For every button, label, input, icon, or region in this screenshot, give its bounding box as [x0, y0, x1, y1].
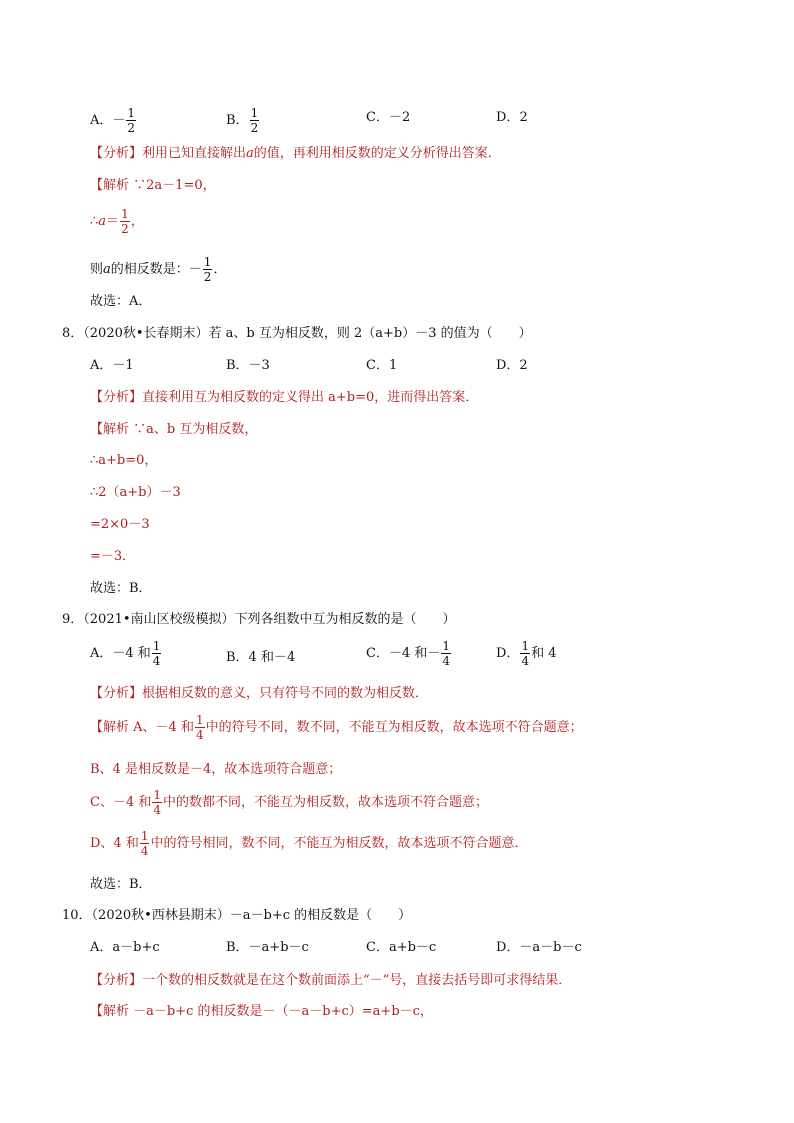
q10-option-d[interactable]: D．－a－b－c: [496, 940, 582, 955]
q9-solution-c: C、－4 和 $\frac{1}{4}$ 中的数都不同，不能互为相反数，故本选项不符合题意；: [90, 788, 489, 817]
q7-solution-step: ∴a＝ $\frac{1}{2}$ ，: [90, 207, 144, 236]
q8-step: =2×0－3: [90, 517, 150, 532]
fraction: $\frac{1}{4}$: [140, 829, 149, 858]
q7-option-b[interactable]: B． $\frac{1}{2}$: [226, 106, 259, 135]
q8-answer: 故选：B．: [90, 581, 152, 596]
q7-option-a[interactable]: A．－ $\frac{1}{2}$: [90, 106, 136, 135]
q8-option-c[interactable]: C．1: [366, 358, 398, 373]
q10-option-c[interactable]: C．a+b－c: [366, 940, 437, 955]
fraction: $\frac{1}{2}$: [121, 207, 129, 236]
q8-step: ∴a+b=0，: [90, 453, 158, 468]
q9-stem: 9．（2021•南山区校级模拟）下列各组数中互为相反数的是（ ）: [62, 612, 456, 627]
q10-analysis: 【分析】一个数的相反数就是在这个数前面添上“－”号，直接去括号即可求得结果．: [90, 973, 572, 988]
fraction: $\frac{1}{2}$: [203, 255, 212, 284]
q8-step: =－3．: [90, 549, 136, 564]
q7-option-c[interactable]: C．－2: [366, 110, 411, 125]
q9-answer: 故选：B．: [90, 877, 152, 892]
q8-option-d[interactable]: D．2: [496, 358, 528, 373]
q9-option-d[interactable]: D． $\frac{1}{4}$ 和 4: [496, 639, 557, 668]
fraction: $\frac{1}{2}$: [250, 106, 259, 135]
q10-stem: 10．（2020秋•西林县期末）－a－b+c 的相反数是（ ）: [62, 908, 412, 923]
q7-answer: 故选：A．: [90, 294, 152, 309]
fraction: $\frac{1}{4}$: [153, 788, 161, 817]
q10-solution: 【解析 －a－b+c 的相反数是－（－a－b+c）=a+b－c，: [90, 1004, 433, 1019]
q8-analysis: 【分析】直接利用互为相反数的定义得出 a+b=0，进而得出答案．: [90, 390, 479, 405]
q10-option-a[interactable]: A．a－b+c: [90, 940, 160, 955]
q9-option-b[interactable]: B．4 和－4: [226, 650, 296, 665]
q9-option-a[interactable]: A．－4 和 $\frac{1}{4}$: [90, 639, 161, 668]
fraction: $\frac{1}{4}$: [195, 713, 204, 742]
fraction: $\frac{1}{2}$: [127, 106, 136, 135]
q9-analysis: 【分析】根据相反数的意义，只有符号不同的数为相反数．: [90, 686, 429, 701]
q9-solution-b: B、4 是相反数是－4，故本选项符合题意；: [90, 762, 342, 777]
q7-analysis: 【分析】利用已知直接解出a的值，再利用相反数的定义分析得出答案．: [90, 146, 501, 161]
q9-solution-a: 【解析 A、－4 和 $\frac{1}{4}$ 中的符号不同，数不同，不能互为相反数，故本选项不符合题意；: [90, 713, 583, 742]
q8-stem: 8．（2020秋•长春期末）若 a、b 互为相反数，则 2（a+b）－3 的值为（ ）: [62, 326, 532, 341]
q7-option-d[interactable]: D．2: [496, 110, 528, 125]
q9-option-c[interactable]: C．－4 和－ $\frac{1}{4}$: [366, 639, 450, 668]
q9-solution-d: D、4 和 $\frac{1}{4}$ 中的符号相同，数不同，不能互为相反数，故本选项不符合题意．: [90, 829, 528, 858]
q8-step: ∴2（a+b）－3: [90, 485, 181, 500]
q7-conclusion: 则a的相反数是：－ $\frac{1}{2}$ ．: [90, 255, 227, 284]
fraction: $\frac{1}{4}$: [442, 639, 450, 668]
q8-option-a[interactable]: A．－1: [90, 358, 134, 373]
q7-solution: 【解析 ∵2a－1=0，: [90, 178, 216, 193]
q8-solution: 【解析 ∵a、b 互为相反数，: [90, 422, 258, 437]
fraction: $\frac{1}{4}$: [521, 639, 530, 668]
q8-option-b[interactable]: B．－3: [226, 358, 270, 373]
q10-option-b[interactable]: B．－a+b－c: [226, 940, 309, 955]
fraction: $\frac{1}{4}$: [152, 639, 161, 668]
